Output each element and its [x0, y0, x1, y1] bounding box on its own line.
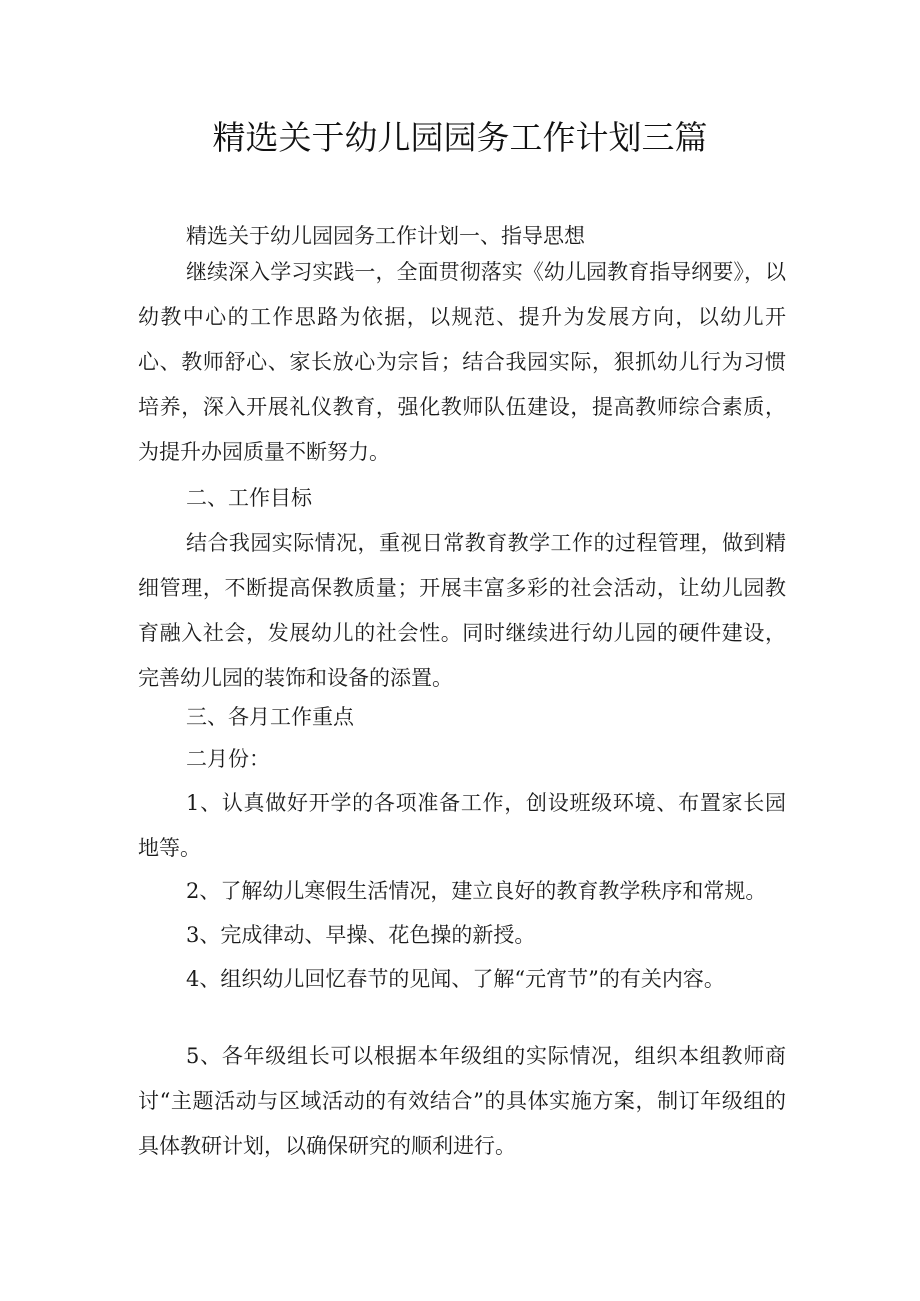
paragraph-guiding-thought: 继续深入学习实践一，全面贯彻落实《幼儿园教育指导纲要》，以幼教中心的工作思路为依据，以规范、提升为发展方向，以幼儿开心、教师舒心、家长放心为宗旨；结合我园实际，狠抓幼儿行为习惯培养，深入开展礼仪教育，强化教师队伍建设，提高教师综合素质，为提升办园质量不断努力。	[138, 260, 786, 464]
section-heading-guiding-thought: 精选关于幼儿园园务工作计划一、指导思想	[186, 224, 585, 248]
month-label-february: 二月份：	[186, 747, 270, 771]
list-item-2: 2、了解幼儿寒假生活情况，建立良好的教育教学秩序和常规。	[186, 879, 767, 903]
section-heading-monthly-focus: 三、各月工作重点	[186, 705, 354, 729]
list-item-3: 3、完成律动、早操、花色操的新授。	[186, 923, 536, 947]
list-item-5: 5、各年级组长可以根据本年级组的实际情况，组织本组教师商讨“主题活动与区域活动的有效结合”的具体实施方案，制订年级组的具体教研计划，以确保研究的顺利进行。	[138, 1044, 786, 1158]
section-heading-work-goals: 二、工作目标	[186, 486, 312, 510]
paragraph-work-goals: 结合我园实际情况，重视日常教育教学工作的过程管理，做到精细管理，不断提高保教质量；开展丰富多彩的社会活动，让幼儿园教育融入社会，发展幼儿的社会性。同时继续进行幼儿园的硬件建设，完善幼儿园的装饰和设备的添置。	[138, 531, 786, 690]
list-item-4: 4、组织幼儿回忆春节的见闻、了解“元宵节”的有关内容。	[186, 967, 725, 991]
document-title: 精选关于幼儿园园务工作计划三篇	[212, 118, 708, 157]
list-item-1: 1、认真做好开学的各项准备工作，创设班级环境、布置家长园地等。	[138, 791, 786, 860]
